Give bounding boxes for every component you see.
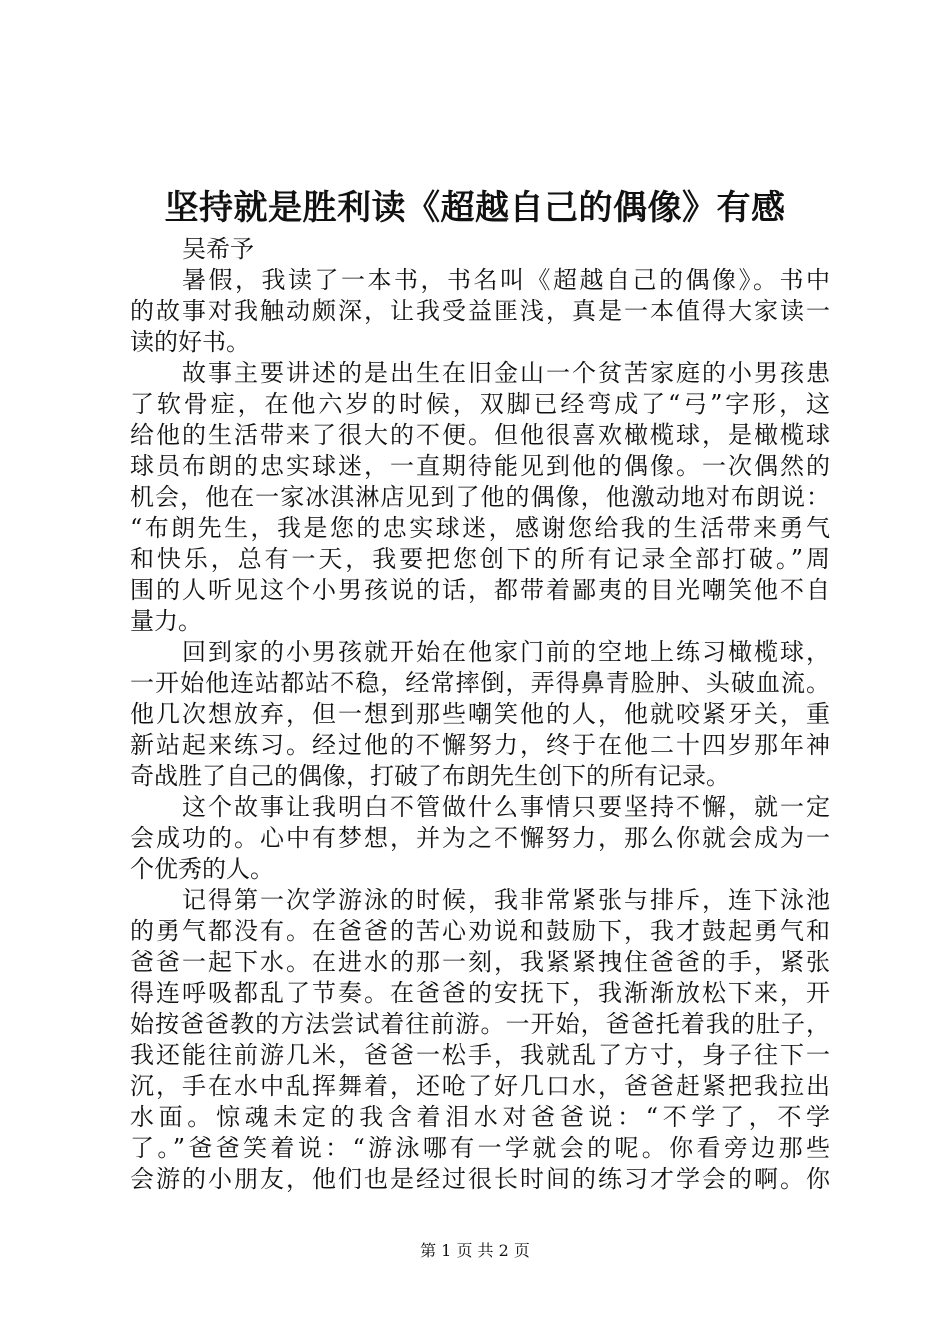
text-line: 给他的生活带来了很大的不便。但他很喜欢橄榄球，是橄榄球 [130,421,830,449]
text-line: 记得第一次学游泳的时候，我非常紧张与排斥，连下泳池 [182,886,830,914]
text-line: 会成功的。心中有梦想，并为之不懈努力，那么你就会成为一 [130,824,830,852]
text-line: 量力。 [130,607,202,635]
text-line: 球员布朗的忠实球迷，一直期待能见到他的偶像。一次偶然的 [130,452,830,480]
page-footer: 第 1 页 共 2 页 [420,1241,530,1260]
text-line: 围的人听见这个小男孩说的话，都带着鄙夷的目光嘲笑他不自 [130,576,830,604]
text-line: 奇战胜了自己的偶像，打破了布朗先生创下的所有记录。 [130,762,730,790]
text-line: 他几次想放弃，但一想到那些嘲笑他的人，他就咬紧牙关，重 [130,700,830,728]
text-line: 沉，手在水中乱挥舞着，还呛了好几口水，爸爸赶紧把我拉出 [130,1072,830,1100]
text-line: 水面。惊魂未定的我含着泪水对爸爸说：“不学了，不学 [130,1103,830,1131]
text-line: 始按爸爸教的方法尝试着往前游。一开始，爸爸托着我的肚子， [130,1010,830,1038]
text-line: 回到家的小男孩就开始在他家门前的空地上练习橄榄球， [182,638,830,666]
text-line: 得连呼吸都乱了节奏。在爸爸的安抚下，我渐渐放松下来，开 [130,979,830,1007]
document-body [130,234,830,1195]
paragraph-lines [130,265,830,1195]
text-line: 爸爸一起下水。在进水的那一刻，我紧紧拽住爸爸的手，紧张 [130,948,830,976]
text-line: 这个故事让我明白不管做什么事情只要坚持不懈，就一定 [182,793,830,821]
text-line: 会游的小朋友，他们也是经过很长时间的练习才学会的啊。你 [130,1165,830,1193]
text-line: 了软骨症，在他六岁的时候，双脚已经弯成了“弓”字形，这 [130,390,830,418]
text-line: 的故事对我触动颇深，让我受益匪浅，真是一本值得大家读一 [130,297,830,325]
author-line: 吴希予 [182,235,254,263]
text-line: 我还能往前游几米，爸爸一松手，我就乱了方寸，身子往下一 [130,1041,830,1069]
text-line: 个优秀的人。 [130,855,274,883]
text-line: “布朗先生，我是您的忠实球迷，感谢您给我的生活带来勇气 [130,514,830,542]
text-line: 一开始他连站都站不稳，经常摔倒，弄得鼻青脸肿、头破血流。 [130,669,830,697]
text-line: 暑假，我读了一本书，书名叫《超越自己的偶像》。书中 [182,266,830,294]
text-line: 的勇气都没有。在爸爸的苦心劝说和鼓励下，我才鼓起勇气和 [130,917,830,945]
text-line: 故事主要讲述的是出生在旧金山一个贫苦家庭的小男孩患 [182,359,830,387]
text-line: 新站起来练习。经过他的不懈努力，终于在他二十四岁那年神 [130,731,830,759]
text-line: 读的好书。 [130,328,250,356]
text-line: 和快乐，总有一天，我要把您创下的所有记录全部打破。”周 [130,545,830,573]
text-line: 了。”爸爸笑着说：“游泳哪有一学就会的呢。你看旁边那些 [130,1134,830,1162]
text-line: 机会，他在一家冰淇淋店见到了他的偶像，他激动地对布朗说： [130,483,830,511]
document-title: 坚持就是胜利读《超越自己的偶像》有感 [164,188,786,228]
